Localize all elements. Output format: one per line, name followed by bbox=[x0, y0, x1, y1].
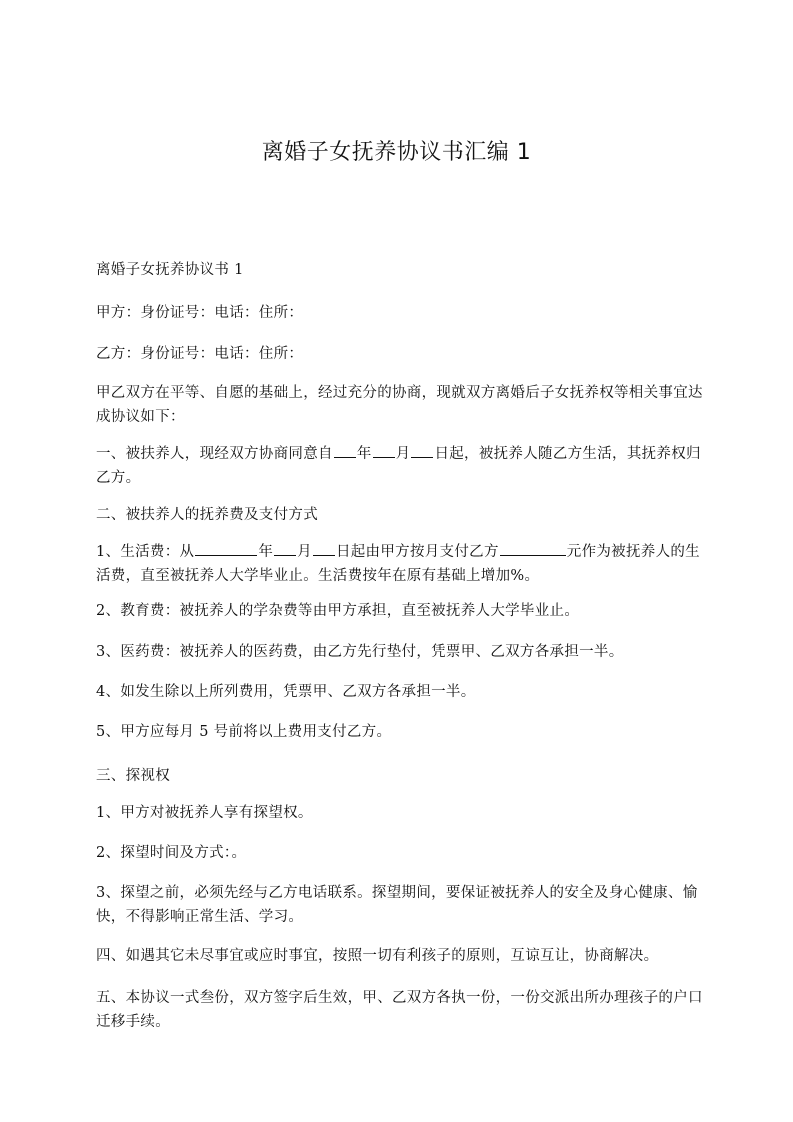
item-medical-expenses: 3、医药费：被抚养人的医药费，由乙方先行垫付，凭票甲、乙双方各承担一半。 bbox=[96, 644, 624, 660]
clause-custody-text-2: 年 bbox=[356, 446, 372, 462]
clause-custody-text-3: 月 bbox=[395, 446, 411, 462]
agreement-heading: 离婚子女抚养协议书 1 bbox=[96, 262, 244, 278]
blank-field bbox=[313, 540, 335, 556]
item-payment-deadline: 5、甲方应每月 5 号前将以上费用支付乙方。 bbox=[96, 724, 392, 740]
item-living-expenses bbox=[96, 540, 704, 588]
item-other-expenses: 4、如发生除以上所列费用，凭票甲、乙双方各承担一半。 bbox=[96, 684, 476, 700]
living-expenses-text-1: 1、生活费：从 bbox=[96, 544, 195, 560]
living-expenses-text-5: 元作为被抚养人的生活费，直至被抚养人大学毕业止。生活费按年在原有基础上增加%。 bbox=[96, 544, 700, 584]
living-expenses-text-4: 日起由甲方按月支付乙方 bbox=[335, 544, 499, 560]
item-visitation-right: 1、甲方对被抚养人享有探望权。 bbox=[96, 805, 313, 821]
item-education-expenses: 2、教育费：被抚养人的学杂费等由甲方承担，直至被抚养人大学毕业止。 bbox=[96, 603, 580, 619]
document-title: 离婚子女抚养协议书汇编 1 bbox=[261, 140, 532, 165]
living-expenses-text-2: 年 bbox=[258, 544, 274, 560]
blank-field bbox=[411, 442, 433, 458]
living-expenses-text-3: 月 bbox=[297, 544, 312, 560]
clause-custody-text-1: 一、被扶养人，现经双方协商同意自 bbox=[96, 446, 333, 462]
section-other-matters: 四、如遇其它未尽事宜或应时事宜，按照一切有利孩子的原则，互谅互让，协商解决。 bbox=[96, 948, 659, 964]
party-b-line: 乙方：身份证号：电话：住所： bbox=[96, 346, 304, 362]
blank-field bbox=[274, 540, 296, 556]
section-copies: 五、本协议一式叁份，双方签字后生效，甲、乙双方各执一份，一份交派出所办理孩子的户口迁移手续。 bbox=[96, 990, 703, 1030]
section-support-heading: 二、被扶养人的抚养费及支付方式 bbox=[96, 507, 318, 523]
clause-custody bbox=[96, 442, 704, 490]
blank-field bbox=[334, 442, 356, 458]
intro-paragraph: 甲乙双方在平等、自愿的基础上，经过充分的协商，现就双方离婚后子女抚养权等相关事宜达成协议如下： bbox=[96, 385, 703, 425]
blank-field bbox=[500, 540, 566, 556]
blank-field bbox=[373, 442, 395, 458]
item-visitation-rules: 3、探望之前，必须先经与乙方电话联系。探望期间，要保证被抚养人的安全及身心健康、愉快，不得影响正常生活、学习。 bbox=[96, 885, 698, 925]
blank-field bbox=[195, 540, 257, 556]
section-visitation-heading: 三、探视权 bbox=[96, 768, 170, 784]
item-visitation-time: 2、探望时间及方式：。 bbox=[96, 845, 247, 861]
party-a-line: 甲方：身份证号：电话：住所： bbox=[96, 305, 304, 321]
clause-custody-text-4: 日起，被抚养人随乙方生活，其抚养权归乙方。 bbox=[96, 446, 701, 486]
